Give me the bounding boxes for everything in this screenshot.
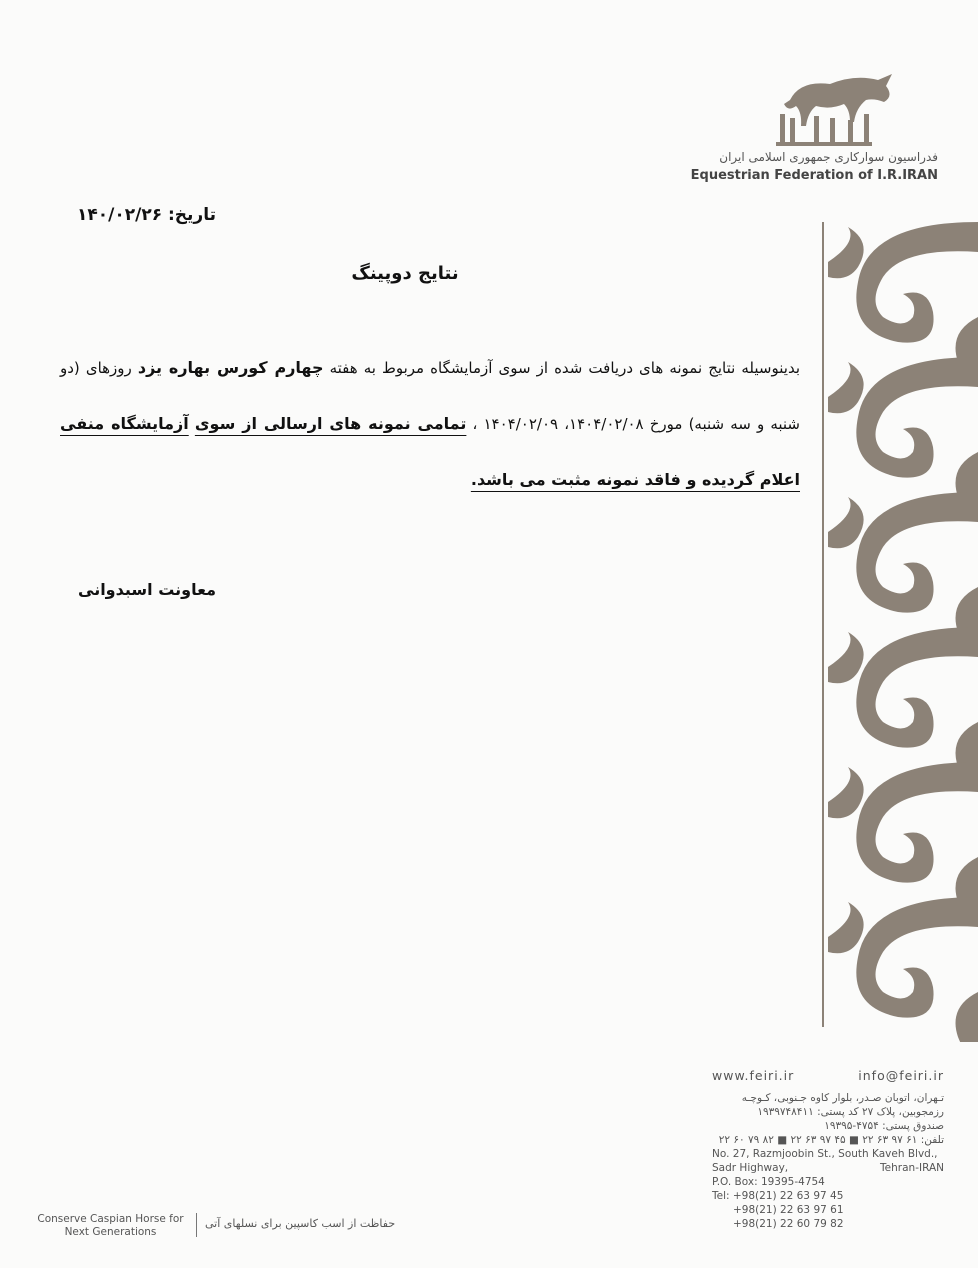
pobox-en: P.O. Box: 19395-4754 <box>712 1176 825 1188</box>
org-name-en: Equestrian Federation of I.R.IRAN <box>690 168 938 183</box>
letter-body <box>60 340 800 508</box>
address-fa-1: تـهران، اتوبان صـدر، بلوار کاوه جـنوبی، کـوچـه <box>741 1092 944 1104</box>
address-en-1: No. 27, Razmjoobin St., South Kaveh Blvd., <box>712 1148 938 1160</box>
slogan-fa: حفاظت از اسب کاسپین برای نسلهای آتی <box>205 1217 396 1230</box>
body-line-1: بدینوسیله نتایج نمونه های دریافت شده از سوی آزمایشگاه مربوط به هفته <box>329 359 800 377</box>
letter-date <box>77 205 216 225</box>
website-link[interactable]: www.feiri.ir <box>712 1068 795 1083</box>
slogan-en-1: Conserve Caspian Horse for <box>37 1213 184 1225</box>
tel-2: +98(21) 22 63 97 61 <box>733 1204 844 1216</box>
footer-contact <box>712 1068 944 1231</box>
slogan-divider <box>196 1213 197 1237</box>
slogan-en <box>28 1213 193 1239</box>
address-en-2b: Tehran-IRAN <box>880 1162 944 1174</box>
address-en-2a: Sadr Highway, <box>712 1162 789 1174</box>
phone-fa: تلفن: ۶۱ ۹۷ ۶۳ ۲۲ ■ ۴۵ ۹۷ ۶۳ ۲۲ ■ ۸۲ ۷۹ ۶۰ ۲۲ <box>718 1134 944 1146</box>
address-fa-2: رزمجوبین، پلاک ۲۷ کد پستی: ۱۹۳۹۷۴۸۴۱۱ <box>757 1106 944 1118</box>
tel-1: Tel: +98(21) 22 63 97 45 <box>712 1190 844 1202</box>
date-value: ۱۴۰/۰۲/۲۶ <box>77 205 163 225</box>
address-fa-3: صندوق پستی: ۴۷۵۴-۱۹۳۹۵ <box>824 1120 944 1132</box>
horse-logo-icon <box>760 70 900 150</box>
tel-3: +98(21) 22 60 79 82 <box>733 1218 844 1230</box>
body-line-3-bold: آزمایشگاه منفی اعلام گردیده و فاقد نمونه مثبت می باشد. <box>60 414 800 489</box>
signature: معاونت اسبدوانی <box>78 580 217 599</box>
org-name-fa: فدراسیون سوارکاری جمهوری اسلامی ایران <box>719 150 938 164</box>
body-line-1-bold: چهارم کورس بهاره یزد <box>137 358 324 377</box>
date-label: تاریخ: <box>168 205 216 225</box>
ornamental-border-icon <box>828 222 978 1042</box>
address-en-2 <box>712 1161 944 1175</box>
email-link[interactable]: info@feiri.ir <box>858 1068 944 1083</box>
web-row <box>712 1068 944 1083</box>
ornament-divider <box>822 222 824 1027</box>
body-line-2: روزهای (دو شنبه و سه شنبه) مورخ ۱۴۰۴/۰۲/۰۸، ۱۴۰۴/۰۲/۰۹ ، <box>60 359 801 433</box>
letter-title: نتایج دوپینگ <box>351 263 459 284</box>
slogan-en-2: Next Generations <box>64 1226 157 1238</box>
body-line-2-bold: تمامی نمونه های ارسالی از سوی <box>194 414 467 433</box>
